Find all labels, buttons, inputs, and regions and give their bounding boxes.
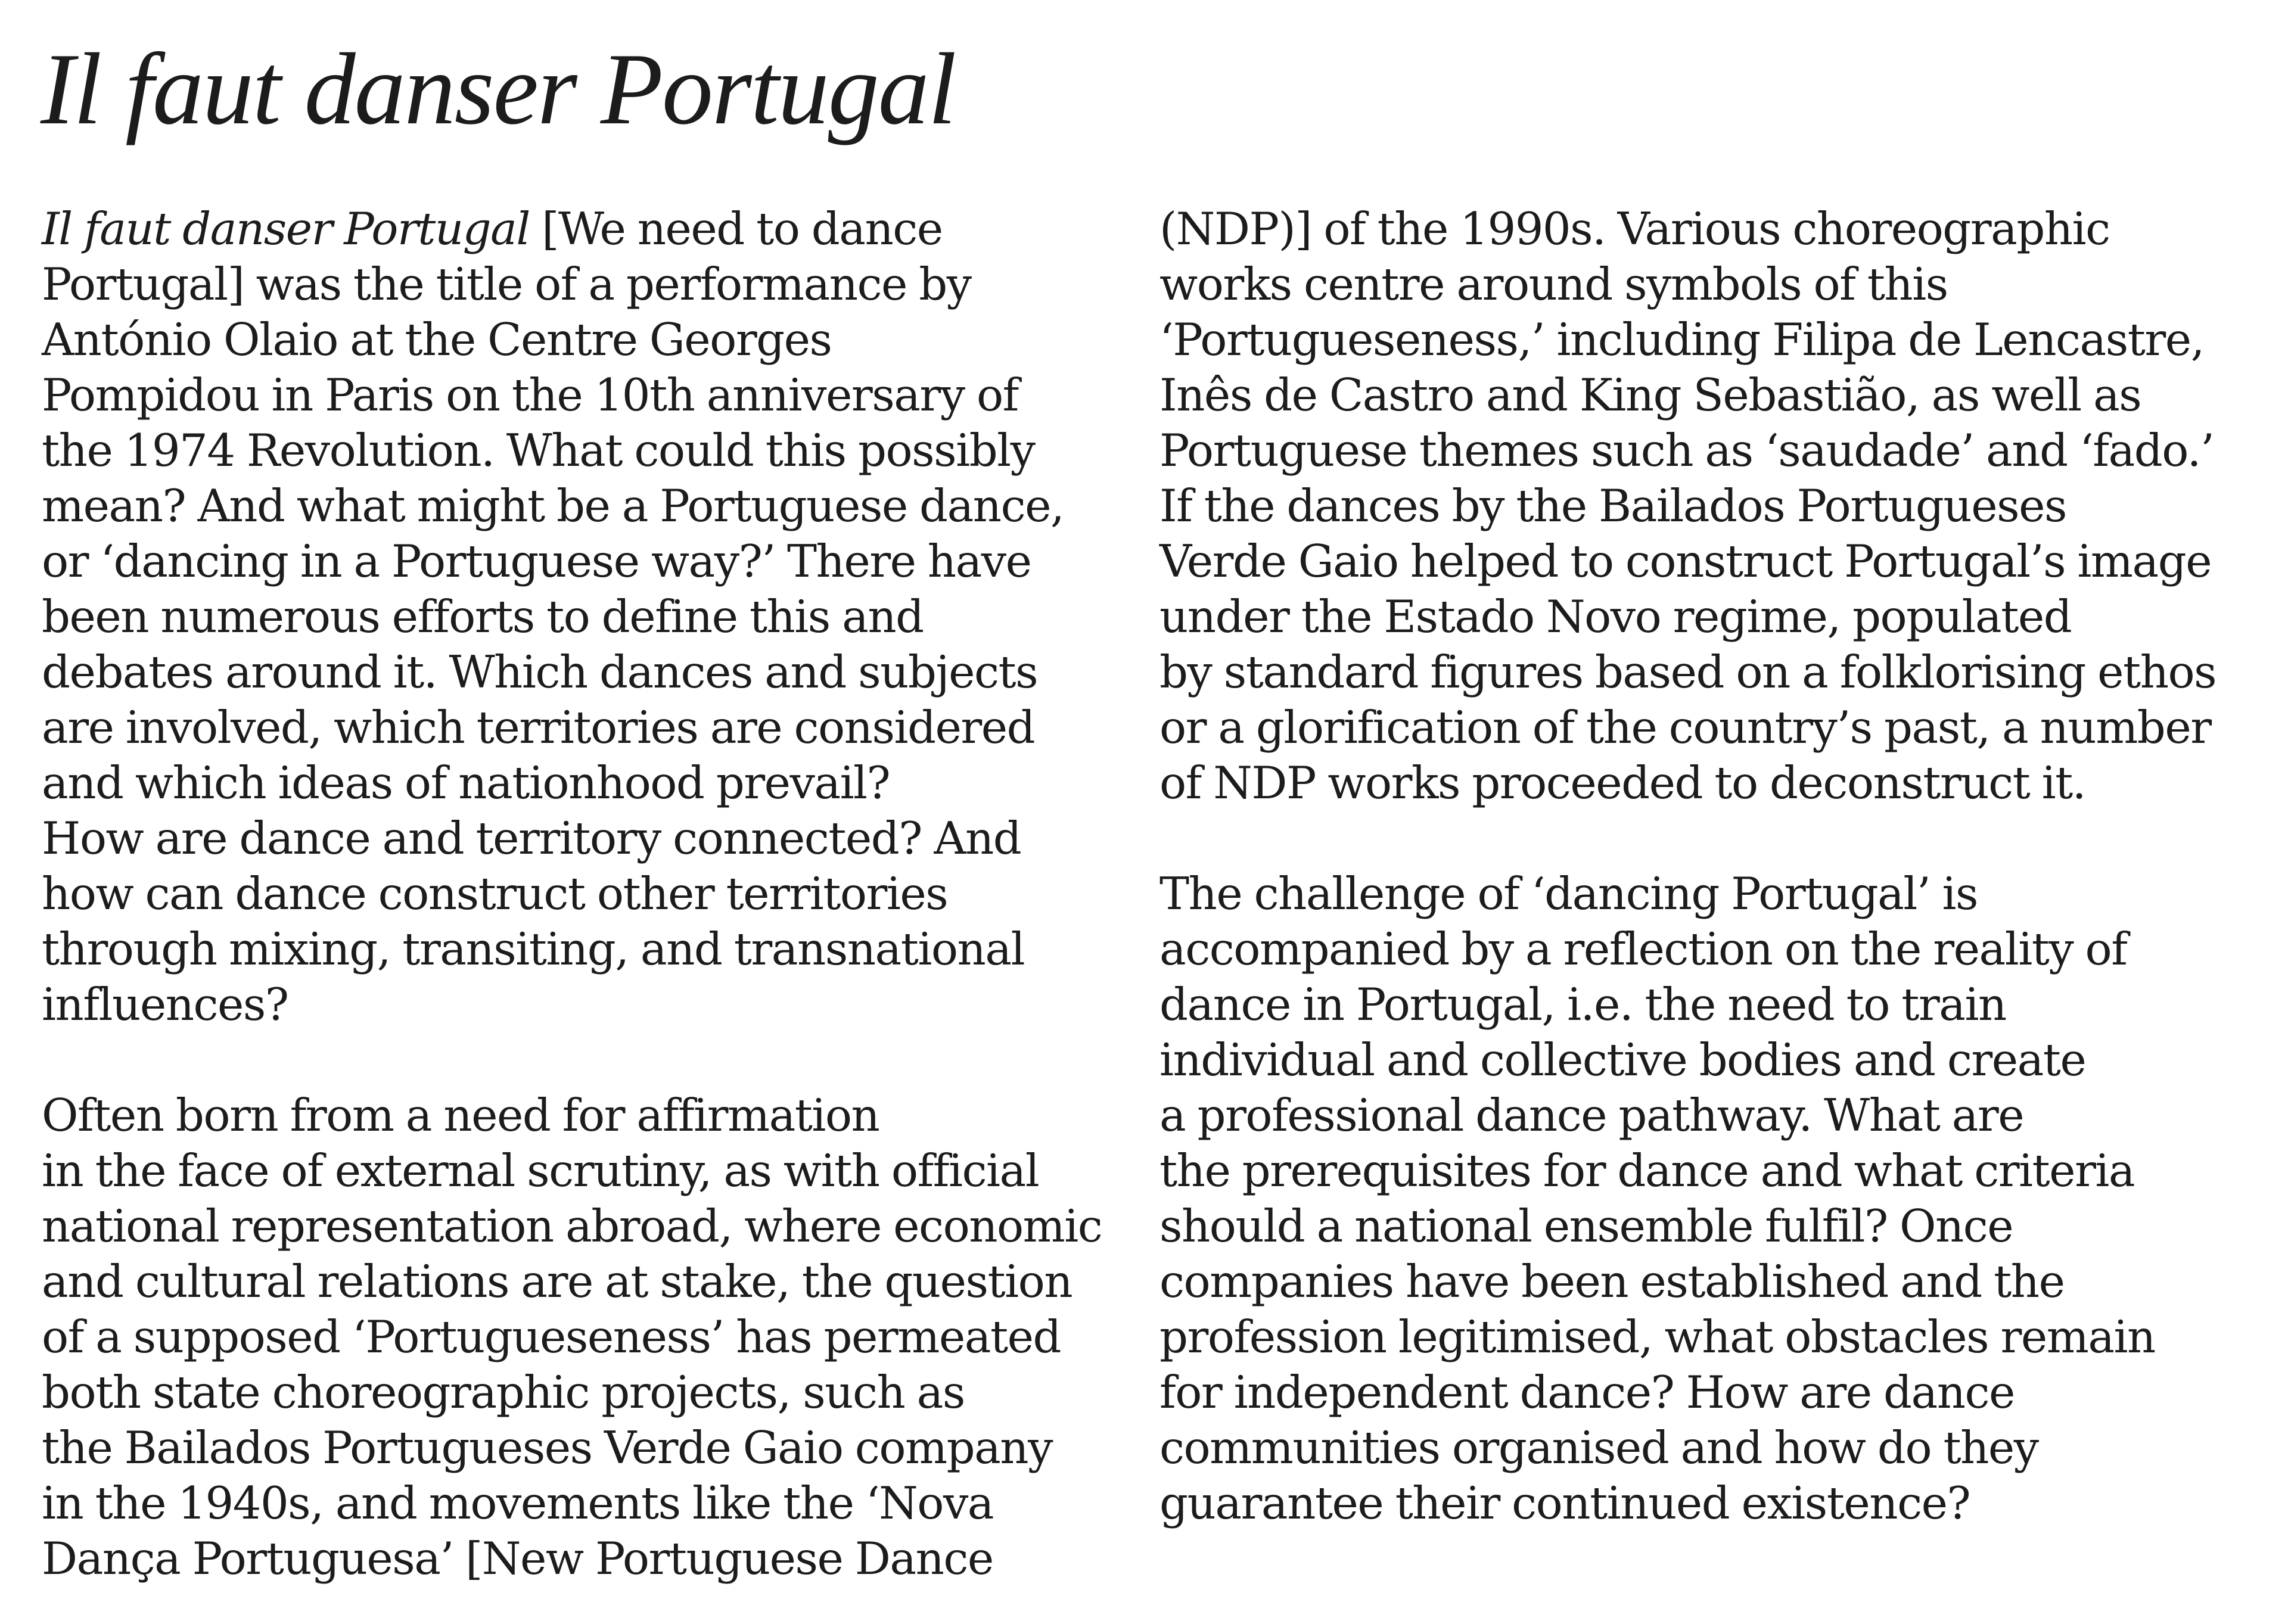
text-line: accompanied by a reflection on the reality of [1159, 923, 2127, 975]
text-line: (NDP)] of the 1990s. Various choreographic [1159, 203, 2110, 255]
text-line: or ‘dancing in a Portuguese way?’ There have [42, 535, 1031, 587]
text-line: for independent dance? How are dance [1159, 1366, 2015, 1418]
text-line: Verde Gaio helped to construct Portugal’s image [1159, 535, 2212, 587]
text-line: Pompidou in Paris on the 10th anniversary of [42, 369, 1018, 421]
text-line: through mixing, transiting, and transnational [42, 923, 1025, 975]
page-title: Il faut danser Portugal [41, 33, 956, 146]
paragraph-challenge [1159, 866, 2250, 1531]
text-line: in the face of external scrutiny, as with official [42, 1144, 1039, 1197]
text-line: in the 1940s, and movements like the ‘Nova [42, 1477, 994, 1529]
text-line: companies have been established and the [1159, 1255, 2065, 1308]
text-line [42, 201, 1132, 257]
text-line: influences? [42, 978, 288, 1031]
text-line: both state choreographic projects, such as [42, 1366, 965, 1418]
text-line: How are dance and territory connected? And [42, 812, 1021, 864]
paragraph-gap [1159, 811, 2250, 866]
text-line: or a glorification of the country’s past, a number [1159, 701, 2211, 754]
right-column [1159, 201, 2250, 1531]
text-line: communities organised and how do they [1159, 1421, 2038, 1474]
text-line: Portuguese themes such as ‘saudade’ and ‘fado.’ [1159, 424, 2214, 477]
text-line: under the Estado Novo regime, populated [1159, 590, 2072, 643]
text-line: of a supposed ‘Portugueseness’ has permeated [42, 1311, 1061, 1363]
text-line: the Bailados Portugueses Verde Gaio company [42, 1421, 1052, 1474]
text-line: If the dances by the Bailados Portugueses [1159, 480, 2066, 532]
text-line: Portugal] was the title of a performance by [42, 258, 971, 310]
text-line: Inês de Castro and King Sebastião, as well as [1159, 369, 2141, 421]
text-line: and cultural relations are at stake, the question [42, 1255, 1072, 1308]
text-line: should a national ensemble fulfil? Once [1159, 1200, 2013, 1252]
text-line: the 1974 Revolution. What could this possibly [42, 424, 1035, 477]
text-line: Often born from a need for affirmation [42, 1089, 879, 1141]
text-line: and which ideas of nationhood prevail? [42, 757, 890, 809]
text-line: by standard figures based on a folklorising ethos [1159, 646, 2216, 698]
left-column [42, 201, 1132, 1586]
paragraph-gap [42, 1032, 1132, 1088]
text-line: a professional dance pathway. What are [1159, 1089, 2024, 1141]
text-line: mean? And what might be a Portuguese dance, [42, 480, 1064, 532]
text-line: of NDP works proceeded to deconstruct it. [1159, 757, 2086, 809]
text-line: debates around it. Which dances and subjects [42, 646, 1038, 698]
text-line: are involved, which territories are considered [42, 701, 1035, 754]
text-line: António Olaio at the Centre Georges [42, 313, 832, 366]
text-fragment: [We need to dance [529, 203, 943, 255]
italic-work-title: Il faut danser Portugal [42, 203, 530, 255]
text-line: the prerequisites for dance and what criteria [1159, 1144, 2135, 1197]
paragraph-intro [42, 201, 1132, 1032]
paragraph-ndp [1159, 201, 2250, 811]
text-line: individual and collective bodies and create [1159, 1034, 2086, 1086]
text-line: been numerous efforts to define this and [42, 590, 924, 643]
text-line: ‘Portugueseness,’ including Filipa de Lencastre, [1159, 313, 2204, 366]
text-line: national representation abroad, where economic [42, 1200, 1102, 1252]
text-line: profession legitimised, what obstacles remain [1159, 1311, 2155, 1363]
text-line: works centre around symbols of this [1159, 258, 1948, 310]
text-line: The challenge of ‘dancing Portugal’ is [1159, 867, 1978, 920]
paragraph-portugueseness [42, 1088, 1132, 1586]
text-line: Dança Portuguesa’ [New Portuguese Dance [42, 1532, 993, 1585]
text-line: how can dance construct other territories [42, 867, 948, 920]
text-line: dance in Portugal, i.e. the need to train [1159, 978, 2006, 1031]
text-line: guarantee their continued existence? [1159, 1477, 1970, 1529]
